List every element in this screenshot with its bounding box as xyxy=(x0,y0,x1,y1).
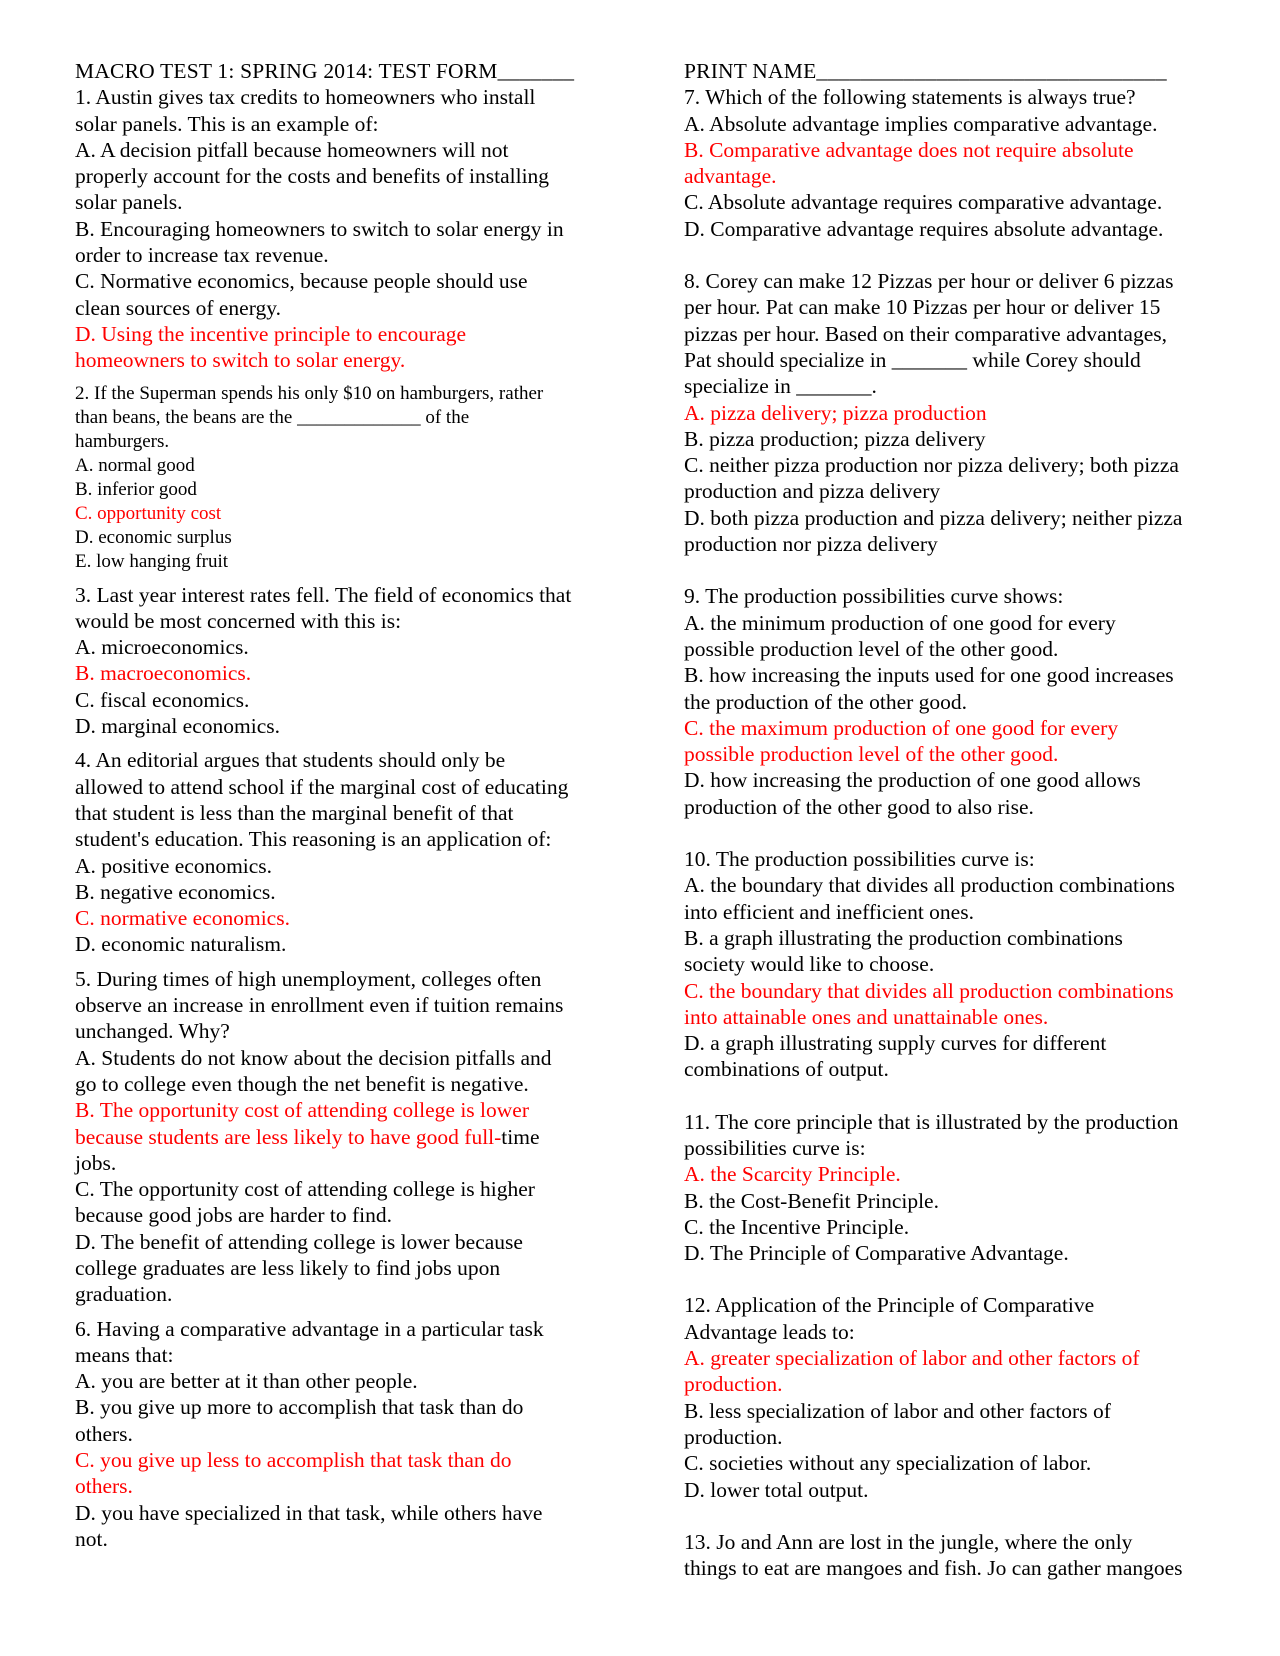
question-q5 xyxy=(75,966,615,1308)
question-q1 xyxy=(75,84,615,373)
question-line: C. neither pizza production nor pizza delivery; both pizza xyxy=(684,453,1179,478)
test-title: MACRO TEST 1: SPRING 2014: TEST FORM_______ xyxy=(75,59,575,83)
question-line: D. you have specialized in that task, while others have xyxy=(75,1500,543,1525)
answer-line xyxy=(75,1124,615,1150)
left-column xyxy=(75,58,615,1552)
question-line: A. positive economics. xyxy=(75,853,273,878)
answer-line: C. the maximum production of one good for every xyxy=(684,715,1119,740)
question-line: A. you are better at it than other people. xyxy=(75,1369,418,1394)
question-line: A. normal good xyxy=(75,454,195,476)
question-stem-line: 2. If the Superman spends his only $10 on hamburgers, rather xyxy=(75,382,544,404)
question-line: D. a graph illustrating supply curves for different xyxy=(684,1031,1107,1056)
question-line: combinations of output. xyxy=(684,1057,889,1082)
question-stem-line: 8. Corey can make 12 Pizzas per hour or deliver 6 pizzas xyxy=(684,269,1174,294)
answer-line: B. macroeconomics. xyxy=(75,661,252,686)
question-line: order to increase tax revenue. xyxy=(75,243,329,268)
question-line: C. the Incentive Principle. xyxy=(684,1214,910,1239)
question-line: go to college even though the net benefit is negative. xyxy=(75,1071,529,1096)
question-line: observe an increase in enrollment even if tuition remains xyxy=(75,993,564,1018)
question-q10 xyxy=(684,846,1224,1083)
question-line: jobs. xyxy=(75,1150,117,1175)
question-line: specialize in _______. xyxy=(684,374,877,399)
question-spacer xyxy=(684,242,1224,268)
question-line: D. The Principle of Comparative Advantage. xyxy=(684,1241,1069,1266)
answer-line: possible production level of the other good. xyxy=(684,742,1059,767)
question-line: into efficient and inefficient ones. xyxy=(684,899,974,924)
question-line: D. Comparative advantage requires absolute advantage. xyxy=(684,216,1164,241)
question-line: A. the minimum production of one good for every xyxy=(684,610,1116,635)
question-q9 xyxy=(684,583,1224,820)
question-line: would be most concerned with this is: xyxy=(75,608,402,633)
question-line: D. The benefit of attending college is lower because xyxy=(75,1229,523,1254)
question-line: clean sources of energy. xyxy=(75,295,281,320)
question-line: B. the Cost-Benefit Principle. xyxy=(684,1188,939,1213)
question-line: D. lower total output. xyxy=(684,1477,869,1502)
question-line: not. xyxy=(75,1526,108,1551)
question-spacer xyxy=(75,374,615,382)
question-stem-line: 3. Last year interest rates fell. The field of economics that xyxy=(75,582,572,607)
question-line: D. economic naturalism. xyxy=(75,932,287,957)
question-stem-line: 11. The core principle that is illustrated by the production xyxy=(684,1109,1179,1134)
question-q6 xyxy=(75,1316,615,1553)
answer-line: A. greater specialization of labor and other factors of xyxy=(684,1346,1140,1371)
question-line: others. xyxy=(75,1421,133,1446)
question-line: because good jobs are harder to find. xyxy=(75,1203,393,1228)
question-line: hamburgers. xyxy=(75,430,170,452)
answer-text: because students are less likely to have good full- xyxy=(75,1124,502,1149)
question-spacer xyxy=(684,820,1224,846)
question-stem-line: 5. During times of high unemployment, colleges often xyxy=(75,966,542,991)
question-line: possibilities curve is: xyxy=(684,1135,866,1160)
question-spacer xyxy=(75,574,615,582)
question-q4 xyxy=(75,747,615,957)
question-q3 xyxy=(75,582,615,740)
question-line: B. you give up more to accomplish that task than do xyxy=(75,1395,524,1420)
question-line: C. societies without any specialization of labor. xyxy=(684,1451,1092,1476)
question-stem-line: 10. The production possibilities curve is: xyxy=(684,847,1035,872)
question-line: C. Absolute advantage requires comparative advantage. xyxy=(684,190,1163,215)
question-line: A. Students do not know about the decision pitfalls and xyxy=(75,1045,552,1070)
question-spacer xyxy=(684,1266,1224,1292)
answer-line: C. opportunity cost xyxy=(75,502,222,524)
question-spacer xyxy=(75,739,615,747)
answer-line: D. Using the incentive principle to encourage xyxy=(75,321,467,346)
question-line: B. inferior good xyxy=(75,478,197,500)
question-line: A. microeconomics. xyxy=(75,635,249,660)
question-spacer xyxy=(75,1308,615,1316)
question-line: unchanged. Why? xyxy=(75,1019,230,1044)
question-line: means that: xyxy=(75,1342,174,1367)
question-line: B. pizza production; pizza delivery xyxy=(684,426,986,451)
question-line: production of the other good to also rise. xyxy=(684,794,1034,819)
answer-line: A. the Scarcity Principle. xyxy=(684,1162,901,1187)
question-line: production nor pizza delivery xyxy=(684,532,938,557)
question-spacer xyxy=(684,1503,1224,1529)
question-line: Advantage leads to: xyxy=(684,1319,855,1344)
answer-line: homeowners to switch to solar energy. xyxy=(75,348,406,373)
question-q7 xyxy=(684,84,1224,242)
question-q8 xyxy=(684,268,1224,557)
question-line: society would like to choose. xyxy=(684,952,935,977)
question-line: B. less specialization of labor and other factors of xyxy=(684,1398,1111,1423)
answer-line: B. The opportunity cost of attending college is lower xyxy=(75,1098,529,1123)
question-line: things to eat are mangoes and fish. Jo can gather mangoes xyxy=(684,1556,1183,1581)
question-line: C. Normative economics, because people should use xyxy=(75,269,528,294)
question-line: the production of the other good. xyxy=(684,689,968,714)
question-line: allowed to attend school if the marginal cost of educating xyxy=(75,774,569,799)
right-column xyxy=(684,58,1224,1581)
question-line: per hour. Pat can make 10 Pizzas per hour or deliver 15 xyxy=(684,295,1161,320)
question-line: B. negative economics. xyxy=(75,879,276,904)
question-line: solar panels. xyxy=(75,190,183,215)
question-line: C. The opportunity cost of attending college is higher xyxy=(75,1177,535,1202)
print-name-field: PRINT NAME________________________________ xyxy=(684,59,1167,83)
question-stem-line: 1. Austin gives tax credits to homeowners who install xyxy=(75,85,536,110)
question-stem-line: 12. Application of the Principle of Comparative xyxy=(684,1293,1095,1318)
question-q12 xyxy=(684,1292,1224,1502)
question-line: D. economic surplus xyxy=(75,526,232,548)
question-line: Pat should specialize in _______ while Corey should xyxy=(684,347,1141,372)
question-line: college graduates are less likely to find jobs upon xyxy=(75,1255,501,1280)
answer-line: C. you give up less to accomplish that task than do xyxy=(75,1448,512,1473)
question-line: possible production level of the other good. xyxy=(684,636,1059,661)
answer-line: A. pizza delivery; pizza production xyxy=(684,400,987,425)
question-line: that student is less than the marginal benefit of that xyxy=(75,800,514,825)
question-line: solar panels. This is an example of: xyxy=(75,111,379,136)
question-q2 xyxy=(75,382,615,574)
question-line: pizzas per hour. Based on their comparative advantages, xyxy=(684,321,1167,346)
answer-line: C. the boundary that divides all production combinations xyxy=(684,978,1174,1003)
question-stem-line: 9. The production possibilities curve shows: xyxy=(684,584,1064,609)
question-line: D. marginal economics. xyxy=(75,714,280,739)
question-spacer xyxy=(684,557,1224,583)
question-q13 xyxy=(684,1529,1224,1582)
question-line: A. Absolute advantage implies comparative advantage. xyxy=(684,111,1158,136)
question-spacer xyxy=(684,1083,1224,1109)
question-stem-line: 4. An editorial argues that students should only be xyxy=(75,748,506,773)
question-stem-line: 13. Jo and Ann are lost in the jungle, where the only xyxy=(684,1529,1133,1554)
answer-line: into attainable ones and unattainable ones. xyxy=(684,1004,1049,1029)
question-q11 xyxy=(684,1109,1224,1267)
question-line: D. both pizza production and pizza delivery; neither pizza xyxy=(684,505,1183,530)
question-line: E. low hanging fruit xyxy=(75,550,229,572)
answer-line: others. xyxy=(75,1474,133,1499)
question-line: graduation. xyxy=(75,1282,173,1307)
question-stem-line: 6. Having a comparative advantage in a particular task xyxy=(75,1316,544,1341)
question-line: than beans, the beans are the _____________ of the xyxy=(75,406,470,428)
answer-line: B. Comparative advantage does not require absolute xyxy=(684,137,1134,162)
question-line: production. xyxy=(684,1424,783,1449)
answer-line: C. normative economics. xyxy=(75,906,290,931)
question-stem-line: 7. Which of the following statements is always true? xyxy=(684,85,1136,110)
line-tail-text: time xyxy=(501,1124,540,1149)
question-line: properly account for the costs and benefits of installing xyxy=(75,164,550,189)
question-line: B. how increasing the inputs used for one good increases xyxy=(684,663,1174,688)
question-line: production and pizza delivery xyxy=(684,479,941,504)
question-line: B. Encouraging homeowners to switch to solar energy in xyxy=(75,216,564,241)
question-line: B. a graph illustrating the production combinations xyxy=(684,925,1123,950)
question-line: A. A decision pitfall because homeowners will not xyxy=(75,137,509,162)
answer-line: advantage. xyxy=(684,164,777,189)
question-spacer xyxy=(75,958,615,966)
answer-line: production. xyxy=(684,1372,783,1397)
question-line: D. how increasing the production of one good allows xyxy=(684,768,1141,793)
question-line: A. the boundary that divides all production combinations xyxy=(684,873,1175,898)
question-line: student's education. This reasoning is an application of: xyxy=(75,827,552,852)
question-line: C. fiscal economics. xyxy=(75,687,250,712)
